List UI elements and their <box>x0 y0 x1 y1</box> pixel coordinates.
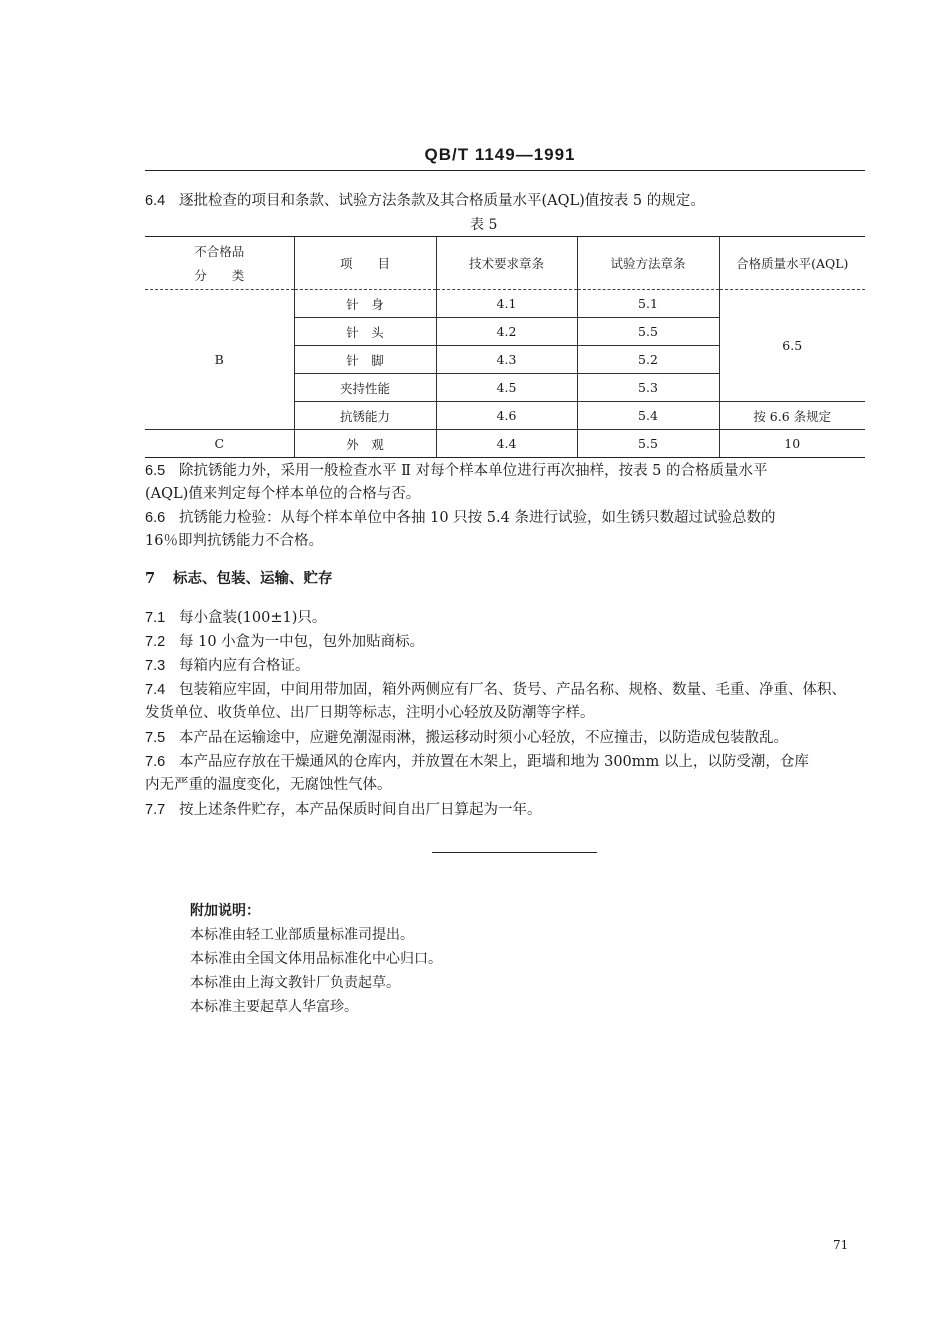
table-5 <box>145 236 865 458</box>
clause-line: 本产品应存放在干燥通风的仓库内，并放置在木架上，距墙和地为 300mm 以上，以防受潮，仓库 <box>179 754 809 770</box>
method-cell: 5.4 <box>577 402 719 430</box>
item-cell: 外 观 <box>294 430 436 458</box>
clause-number: 6.6 <box>145 510 166 526</box>
clause-text: 每箱内应有合格证。 <box>179 658 310 674</box>
page-number: 71 <box>833 1238 849 1252</box>
clause-number: 7.2 <box>145 634 166 650</box>
clause-7-5 <box>145 728 788 748</box>
note-line: 本标准由上海文教针厂负责起草。 <box>190 975 400 991</box>
item-cell: 针 脚 <box>294 346 436 374</box>
clause-number: 7.6 <box>145 754 166 770</box>
group-c-cell: C <box>145 430 294 458</box>
tech-cell: 4.5 <box>436 374 577 402</box>
clause-number: 7.3 <box>145 658 166 674</box>
table-caption: 表 5 <box>470 217 498 233</box>
clause-7-6 <box>145 752 809 795</box>
note-line: 本标准由轻工业部质量标准司提出。 <box>190 927 414 943</box>
clause-text: 逐批检查的项目和条款、试验方法条款及其合格质量水平(AQL)值按表 5 的规定。 <box>179 193 705 209</box>
clause-number: 7.7 <box>145 802 166 818</box>
item-cell: 针 头 <box>294 318 436 346</box>
tech-cell: 4.6 <box>436 402 577 430</box>
clause-number: 7.4 <box>145 682 166 698</box>
note-line: 本标准由全国文体用品标准化中心归口。 <box>190 951 442 967</box>
table-row <box>145 290 865 318</box>
clause-text: 按上述条件贮存，本产品保质时间自出厂日算起为一年。 <box>179 802 542 818</box>
clause-6-5 <box>145 461 768 504</box>
end-rule <box>432 852 597 853</box>
method-cell: 5.3 <box>577 374 719 402</box>
clause-line: 内无严重的温度变化，无腐蚀性气体。 <box>145 777 392 793</box>
item-cell: 抗锈能力 <box>294 402 436 430</box>
tech-cell: 4.1 <box>436 290 577 318</box>
clause-line: 包装箱应牢固，中间用带加固，箱外两侧应有厂名、货号、产品名称、规格、数量、毛重、净重、体积、 <box>179 682 846 698</box>
method-cell: 5.5 <box>577 318 719 346</box>
method-cell: 5.2 <box>577 346 719 374</box>
clause-6-6 <box>145 508 775 551</box>
tech-cell: 4.4 <box>436 430 577 458</box>
notes-title: 附加说明： <box>190 903 260 919</box>
item-cell: 夹持性能 <box>294 374 436 402</box>
group-b-cell: B <box>145 290 294 430</box>
table-row <box>145 430 865 458</box>
header-method: 试验方法章条 <box>577 237 719 290</box>
additional-notes <box>190 899 442 1019</box>
clause-text: 每 10 小盒为一中包，包外加贴商标。 <box>179 634 425 650</box>
clause-text: 每小盒装(100±1)只。 <box>179 610 327 626</box>
clause-line: (AQL)值来判定每个样本单位的合格与否。 <box>145 486 421 502</box>
section-title: 标志、包装、运输、贮存 <box>173 570 333 587</box>
tech-cell: 4.2 <box>436 318 577 346</box>
clause-6-4 <box>145 191 705 211</box>
header-category-line1: 不合格品 <box>194 244 245 259</box>
method-cell: 5.1 <box>577 290 719 318</box>
header-tech: 技术要求章条 <box>436 237 577 290</box>
header-category-line2: 分 类 <box>194 268 245 283</box>
note-line: 本标准主要起草人华富珍。 <box>190 999 358 1015</box>
clause-text: 本产品在运输途中，应避免潮湿雨淋，搬运移动时须小心轻放，不应撞击，以防造成包装散乱。 <box>179 730 788 746</box>
clause-number: 6.5 <box>145 463 166 479</box>
clause-number: 7.5 <box>145 730 166 746</box>
document-code: QB/T 1149—1991 <box>424 145 576 164</box>
header-category <box>145 237 294 290</box>
aql-cell: 按 6.6 条规定 <box>719 402 865 430</box>
tech-cell: 4.3 <box>436 346 577 374</box>
clause-7-7 <box>145 800 542 820</box>
aql-b-cell: 6.5 <box>719 290 865 402</box>
clause-7-1 <box>145 608 326 628</box>
clause-line: 抗锈能力检验：从每个样本单位中各抽 10 只按 5.4 条进行试验，如生锈只数超过试验总数的 <box>179 510 776 526</box>
header-aql: 合格质量水平(AQL) <box>719 237 865 290</box>
section-7-heading <box>145 569 333 589</box>
header-rule <box>145 170 865 171</box>
clause-line: 发货单位、收货单位、出厂日期等标志，注明小心轻放及防潮等字样。 <box>145 705 595 721</box>
clause-7-4 <box>145 680 846 723</box>
clause-number: 7.1 <box>145 610 166 626</box>
section-number: 7 <box>145 570 156 587</box>
clause-line: 16％即判抗锈能力不合格。 <box>145 533 323 549</box>
clause-number: 6.4 <box>145 193 166 209</box>
method-cell: 5.5 <box>577 430 719 458</box>
clause-7-2 <box>145 632 424 652</box>
item-cell: 针 身 <box>294 290 436 318</box>
clause-7-3 <box>145 656 310 676</box>
clause-line: 除抗锈能力外，采用一般检查水平 Ⅱ 对每个样本单位进行再次抽样，按表 5 的合格质量水平 <box>179 463 768 479</box>
aql-cell: 10 <box>719 430 865 458</box>
header-item: 项 目 <box>294 237 436 290</box>
